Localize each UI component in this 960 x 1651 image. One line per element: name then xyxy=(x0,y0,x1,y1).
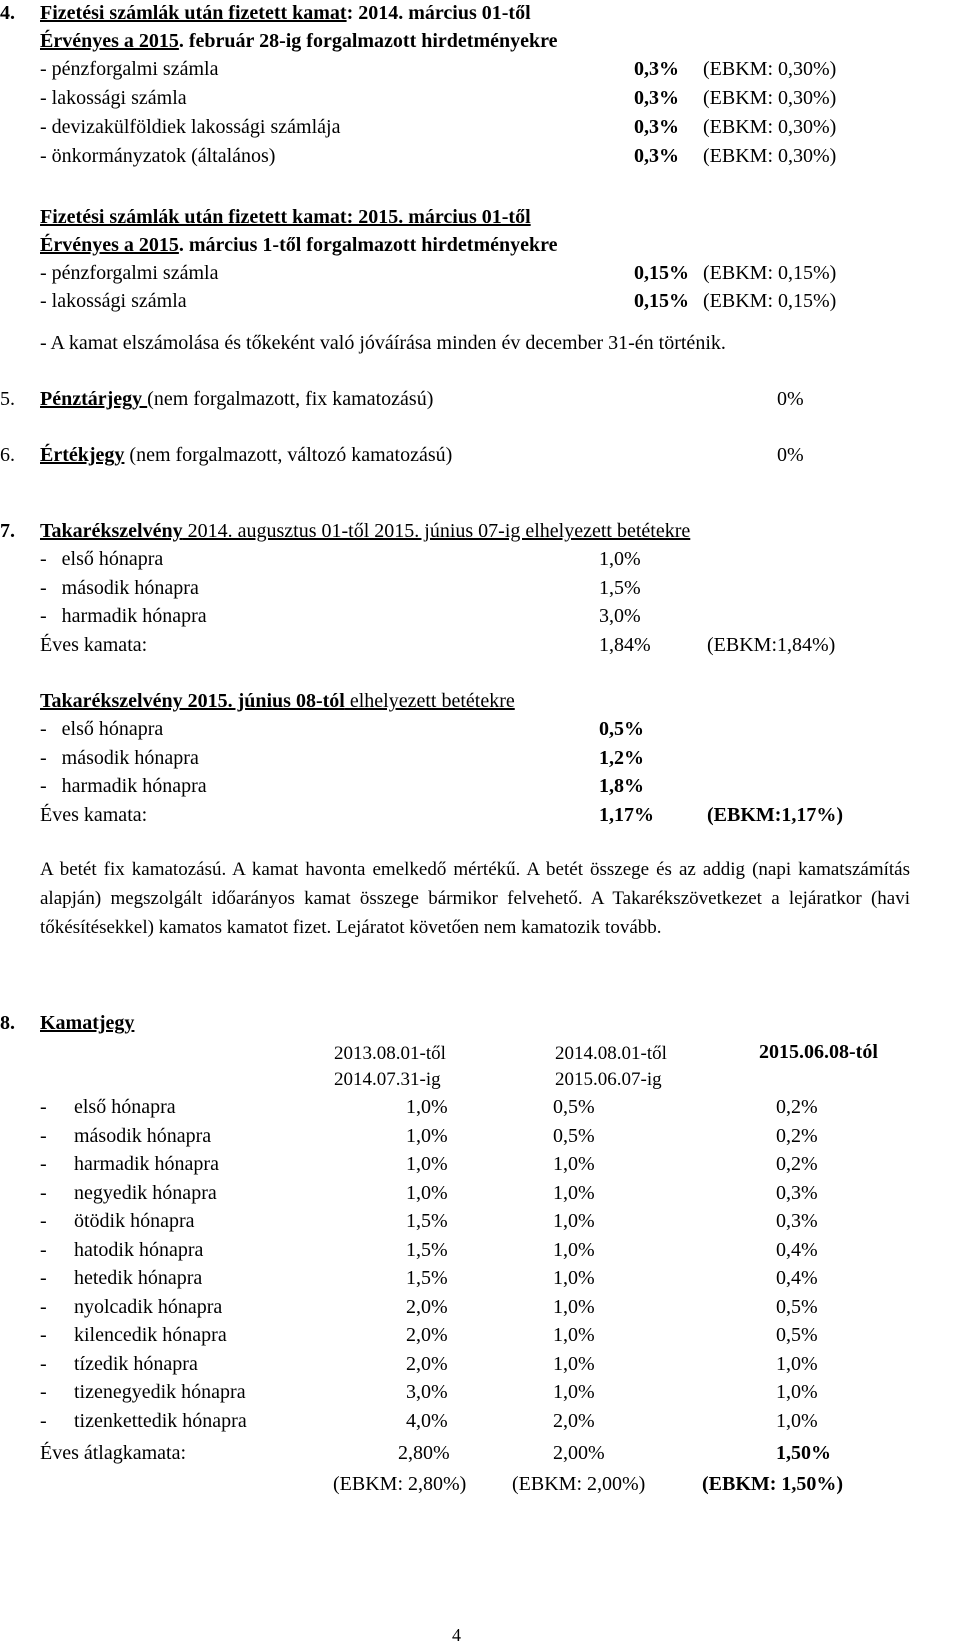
savings-label: - harmadik hónapra xyxy=(40,605,207,627)
rate-value: 0,3% xyxy=(634,58,679,80)
rate-label: - pénzforgalmi számla xyxy=(40,262,219,284)
row-value-1: 4,0% xyxy=(406,1410,448,1432)
savings-rate: 1,5% xyxy=(599,577,641,599)
row-value-1: 1,5% xyxy=(406,1239,448,1261)
row-value-3: 0,5% xyxy=(776,1324,818,1346)
row-value-3: 0,4% xyxy=(776,1239,818,1261)
section-7-annual-2: Éves kamata: 1,17% (EBKM:1,17%) xyxy=(40,804,844,826)
section-4-title: 4. Fizetési számlák után fizetett kamat: 2014. március 01-től xyxy=(0,2,531,24)
savings-row xyxy=(40,548,641,572)
row-dash: - xyxy=(40,1096,47,1118)
rate-value: 0,15% xyxy=(634,262,689,284)
rate-row xyxy=(40,290,837,314)
row-value-2: 0,5% xyxy=(553,1125,595,1147)
table-row xyxy=(0,1353,960,1377)
row-value-3: 0,2% xyxy=(776,1125,818,1147)
table-row xyxy=(0,1410,960,1434)
row-value-1: 2,0% xyxy=(406,1324,448,1346)
savings-rate: 1,2% xyxy=(599,747,644,769)
section-4-note: - A kamat elszámolása és tőkeként való jóváírása minden év december 31-én történik. xyxy=(40,332,726,354)
section-4-subtitle-2: Érvényes a 2015. március 1-től forgalmazott hirdetményekre xyxy=(40,234,558,256)
savings-rate: 1,8% xyxy=(599,775,644,797)
rate-ebkm: (EBKM: 0,15%) xyxy=(703,290,837,312)
savings-row xyxy=(40,747,644,771)
row-value-2: 1,0% xyxy=(553,1381,595,1403)
row-dash: - xyxy=(40,1182,47,1204)
rate-row xyxy=(40,87,837,111)
row-value-1: 1,5% xyxy=(406,1267,448,1289)
rate-row xyxy=(40,262,837,286)
row-value-3: 0,3% xyxy=(776,1182,818,1204)
rate-label: - önkormányzatok (általános) xyxy=(40,145,276,167)
rate-ebkm: (EBKM: 0,30%) xyxy=(703,58,837,80)
rate-label: - lakossági számla xyxy=(40,290,187,312)
table-row xyxy=(0,1096,960,1120)
row-value-3: 1,0% xyxy=(776,1410,818,1432)
row-label: kilencedik hónapra xyxy=(74,1324,227,1346)
savings-row xyxy=(40,775,644,799)
table-row xyxy=(0,1125,960,1149)
row-dash: - xyxy=(40,1125,47,1147)
table-row xyxy=(0,1296,960,1320)
row-value-3: 0,2% xyxy=(776,1153,818,1175)
section-7-title-2: Takarékszelvény 2015. június 08-tól elhelyezett betétekre xyxy=(40,690,515,712)
savings-label: - első hónapra xyxy=(40,718,164,740)
savings-rate: 1,0% xyxy=(599,548,641,570)
rate-value: 0,3% xyxy=(634,87,679,109)
table-row xyxy=(0,1239,960,1263)
savings-row xyxy=(40,577,641,601)
savings-rate: 0,5% xyxy=(599,718,644,740)
row-label: ötödik hónapra xyxy=(74,1210,195,1232)
section-7-paragraph: A betét fix kamatozású. A kamat havonta emelkedő mértékű. A betét összege és az addig (napi kamatszámítás alapján) megszolgált időarányos kamat összege bármikor felvehető. A Takarékszövetkezet a lejáratkor (havi tőkésítésekkel) kamatos kamatot fizet. Lejáratot követően nem kamatozik tovább. xyxy=(40,859,910,938)
row-value-1: 1,0% xyxy=(406,1096,448,1118)
table-row xyxy=(0,1267,960,1291)
row-value-2: 1,0% xyxy=(553,1210,595,1232)
table-row xyxy=(0,1210,960,1234)
row-value-1: 1,0% xyxy=(406,1125,448,1147)
row-dash: - xyxy=(40,1153,47,1175)
table-row xyxy=(0,1324,960,1348)
row-value-3: 0,3% xyxy=(776,1210,818,1232)
row-label: tizenegyedik hónapra xyxy=(74,1381,246,1403)
rate-row xyxy=(40,116,837,140)
section-8-title: 8. Kamatjegy xyxy=(0,1012,135,1034)
savings-label: - második hónapra xyxy=(40,577,199,599)
row-dash: - xyxy=(40,1353,47,1375)
rate-label: - pénzforgalmi számla xyxy=(40,58,219,80)
row-dash: - xyxy=(40,1381,47,1403)
row-value-2: 1,0% xyxy=(553,1353,595,1375)
rate-ebkm: (EBKM: 0,30%) xyxy=(703,116,837,138)
savings-label: - második hónapra xyxy=(40,747,199,769)
section-4-title-2: Fizetési számlák után fizetett kamat: 2015. március 01-től xyxy=(40,206,531,228)
row-label: tízedik hónapra xyxy=(74,1353,198,1375)
section-7-title: 7. Takarékszelvény 2014. augusztus 01-től 2015. június 07-ig elhelyezett betétekre xyxy=(0,520,691,542)
row-value-3: 0,4% xyxy=(776,1267,818,1289)
rate-ebkm: (EBKM: 0,30%) xyxy=(703,145,837,167)
section-7-annual: Éves kamata: 1,84% (EBKM:1,84%) xyxy=(40,634,836,656)
row-label: hatodik hónapra xyxy=(74,1239,204,1261)
section-5: 5. Pénztárjegy (nem forgalmazott, fix kamatozású) 0% xyxy=(0,388,804,410)
row-value-2: 1,0% xyxy=(553,1267,595,1289)
row-dash: - xyxy=(40,1267,47,1289)
row-label: nyolcadik hónapra xyxy=(74,1296,223,1318)
row-value-1: 2,0% xyxy=(406,1353,448,1375)
page-number: 4 xyxy=(452,1625,461,1645)
rate-ebkm: (EBKM: 0,30%) xyxy=(703,87,837,109)
savings-row xyxy=(40,718,644,742)
row-dash: - xyxy=(40,1210,47,1232)
rate-ebkm: (EBKM: 0,15%) xyxy=(703,262,837,284)
row-dash: - xyxy=(40,1296,47,1318)
rate-label: - lakossági számla xyxy=(40,87,187,109)
table-row xyxy=(0,1153,960,1177)
document-page: 4. Fizetési számlák után fizetett kamat: 2014. március 01-től Érvényes a 2015. február 28-ig forgalmazott hirdetményekre - pénzforgalmi számla 0,3% (EBKM: 0,30%) - lakossági számla 0,3% (EBKM: 0,30%) - devizakülföldiek lakossági számlája 0,3% (EBKM: 0,30%) - önkormányzatok (általános) 0,3% (EBKM: 0,30%) Fizetési számlák után fizetett kamat: 2015. március 01-től Érvényes a 2015. március 1-től forgalmazott hirdetményekre - pénzforgalmi számla 0,15% (EBKM: 0,15%) - lakossági számla 0,15% (EBKM: 0,15%) - A kamat elszámolása és tőkeként való jóváírása minden év december 31-én történik. 5. Pénztárjegy (nem forgalmazott, fix kamatozású) 0% 6. Értékjegy (nem forgalmazott, változó kamatozású) 0% 7. Takarékszelvény 2014. augusztus 01-től 2015. június 07-ig elhelyezett betétekre - első hónapra 1,0% - második hónapra 1,5% - harmadik hónapra 3,0% Éves kamata: 1,84% (EBKM:1,84%) Takarékszelvény 2015. június 08-tól elhelyezett betétekre - első hónapra 0,5% - második hónapra 1,2% - harmadik hónapra 1,8% Éves kamata: 1,17% (EBKM:1,17%) A betét fix kamatozású. A kamat havonta emelkedő mértékű. A betét összege és az addig (napi kamatszámítás alapján) megszolgált időarányos kamat összege bármikor felvehető. A Takarékszövetkezet a lejáratkor (havi tőkésítésekkel) kamatos kamatot fizet. Lejáratot követően nem kamatozik tovább. 8. Kamatjegy 2013.08.01-től 2014.07.31-ig 2014.08.01-től 2015.06.07-ig 2015.06.08-tól - első hónapra 1,0% 0,5% 0,2% - második hónapra 1,0% 0,5% 0,2% - harmadik hónapra 1,0% 1,0% 0,2% - negyedik hónapra 1,0% 1,0% 0,3% - ötödik hónapra 1,5% 1,0% 0,3% - hatodik hónapra 1,5% 1,0% 0,4% - hetedik hónapra 1,5% 1,0% 0,4% - nyolcadik hónapra 2,0% 1,0% 0,5% - kilencedik hónapra 2,0% 1,0% 0,5% - tízedik hónapra 2,0% 1,0% 1,0% - tizenegyedik hónapra 3,0% 1,0% 1,0% - tizenkettedik hónapra 4,0% 2,0% 1,0% Éves átlagkamata: 2,80% 2,00% 1,50% (EBKM: 2,80%) (EBKM: 2,00%) (EBKM: 1,50%) 4 xyxy=(0,0,960,1651)
rate-value: 0,3% xyxy=(634,145,679,167)
savings-rate: 3,0% xyxy=(599,605,641,627)
row-dash: - xyxy=(40,1324,47,1346)
row-value-1: 1,0% xyxy=(406,1182,448,1204)
row-value-2: 1,0% xyxy=(553,1324,595,1346)
table-row xyxy=(0,1182,960,1206)
row-label: első hónapra xyxy=(74,1096,176,1118)
row-value-3: 1,0% xyxy=(776,1353,818,1375)
section-6: 6. Értékjegy (nem forgalmazott, változó kamatozású) 0% xyxy=(0,444,804,466)
row-value-2: 1,0% xyxy=(553,1239,595,1261)
row-value-1: 1,0% xyxy=(406,1153,448,1175)
row-dash: - xyxy=(40,1239,47,1261)
rate-value: 0,15% xyxy=(634,290,689,312)
row-label: második hónapra xyxy=(74,1125,212,1147)
row-value-1: 2,0% xyxy=(406,1296,448,1318)
rate-label: - devizakülföldiek lakossági számlája xyxy=(40,116,341,138)
row-value-1: 1,5% xyxy=(406,1210,448,1232)
rate-row xyxy=(40,145,837,169)
row-value-3: 1,0% xyxy=(776,1381,818,1403)
savings-row xyxy=(40,605,641,629)
rate-row xyxy=(40,58,837,82)
savings-label: - első hónapra xyxy=(40,548,164,570)
rate-value: 0,3% xyxy=(634,116,679,138)
row-value-2: 2,0% xyxy=(553,1410,595,1432)
row-value-1: 3,0% xyxy=(406,1381,448,1403)
row-label: hetedik hónapra xyxy=(74,1267,203,1289)
row-label: harmadik hónapra xyxy=(74,1153,219,1175)
row-value-3: 0,5% xyxy=(776,1296,818,1318)
section-4-subtitle: Érvényes a 2015. február 28-ig forgalmazott hirdetményekre xyxy=(40,30,558,52)
row-label: tizenkettedik hónapra xyxy=(74,1410,247,1432)
savings-label: - harmadik hónapra xyxy=(40,775,207,797)
row-dash: - xyxy=(40,1410,47,1432)
row-value-2: 1,0% xyxy=(553,1296,595,1318)
row-value-2: 1,0% xyxy=(553,1182,595,1204)
row-value-2: 1,0% xyxy=(553,1153,595,1175)
row-value-3: 0,2% xyxy=(776,1096,818,1118)
row-value-2: 0,5% xyxy=(553,1096,595,1118)
row-label: negyedik hónapra xyxy=(74,1182,217,1204)
table-row xyxy=(0,1381,960,1405)
